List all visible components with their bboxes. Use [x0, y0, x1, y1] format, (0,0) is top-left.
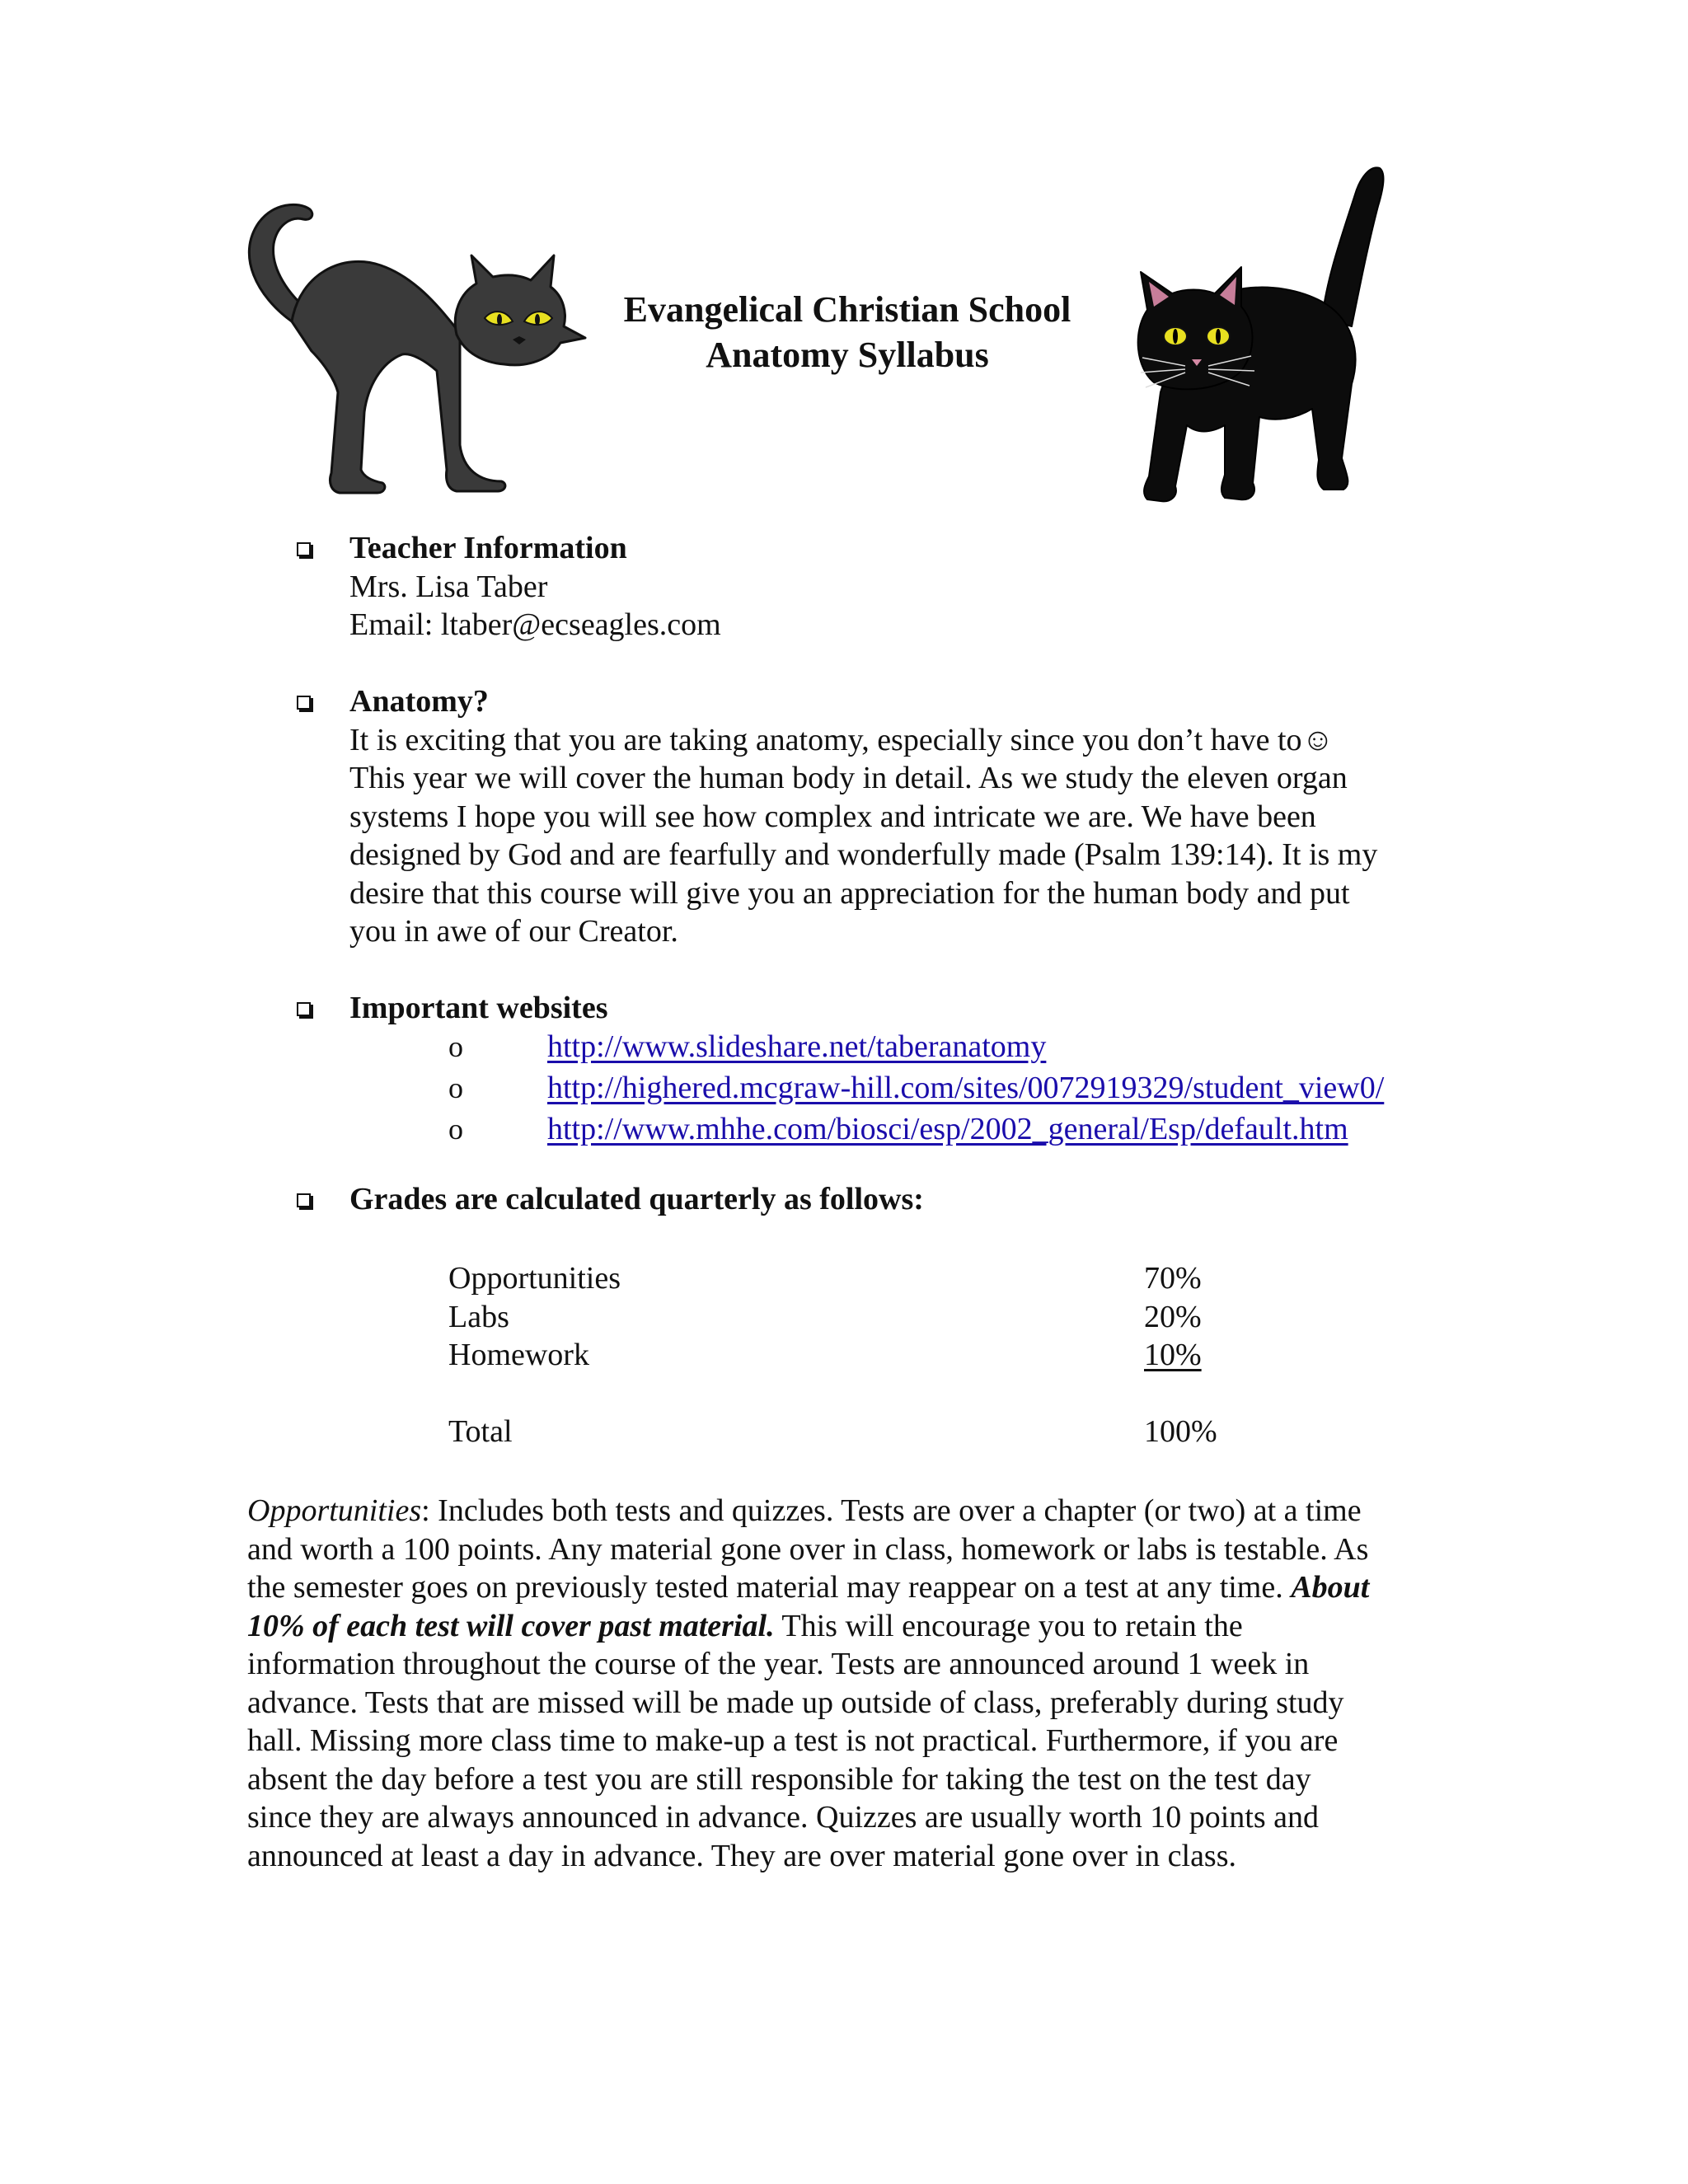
paragraph-line: [247, 1492, 1467, 1530]
section-heading: Important websites: [349, 991, 608, 1025]
list-marker: o: [448, 1029, 463, 1063]
teacher-email: Email: ltaber@ecseagles.com: [349, 607, 721, 642]
section-heading: Anatomy?: [349, 684, 489, 719]
teacher-name: Mrs. Lisa Taber: [349, 569, 548, 604]
total-label: Total: [448, 1414, 513, 1449]
mhhe-link[interactable]: http://www.mhhe.com/biosci/esp/2002_general/Esp/default.htm: [547, 1111, 1348, 1146]
opportunities-term: Opportunities: [247, 1493, 422, 1528]
text-run: : Includes both tests and quizzes. Tests are over a chapter (or two) at a time: [421, 1493, 1362, 1528]
checkbox-bullet-icon: [297, 1002, 311, 1016]
text-run: the semester goes on previously tested material may reappear on a test at any time.: [247, 1570, 1292, 1605]
paragraph-line: It is exciting that you are taking anatomy, especially since you don’t have to☺: [349, 722, 1334, 757]
slideshare-link[interactable]: http://www.slideshare.net/taberanatomy: [547, 1029, 1047, 1064]
course-title: Anatomy Syllabus: [706, 335, 989, 375]
list-marker: o: [448, 1071, 463, 1104]
paragraph-line: designed by God and are fearfully and wonderfully made (Psalm 139:14). It is my: [349, 837, 1378, 872]
checkbox-bullet-icon: [297, 1193, 311, 1207]
paragraph-line: systems I hope you will see how complex and intricate we are. We have been: [349, 799, 1316, 834]
paragraph-line: advance. Tests that are missed will be made up outside of class, preferably during study: [247, 1685, 1344, 1720]
emphasis-text: About: [1291, 1570, 1370, 1605]
paragraph-line: and worth a 100 points. Any material gone over in class, homework or labs is testable. As: [247, 1531, 1369, 1567]
opportunities-paragraph: [247, 1492, 1467, 1875]
grade-category: Opportunities: [448, 1261, 621, 1296]
paragraph-line: you in awe of our Creator.: [349, 914, 678, 949]
paragraph-line: announced at least a day in advance. They are over material gone over in class.: [247, 1838, 1237, 1873]
grade-percent: 70%: [1144, 1261, 1202, 1296]
paragraph-line: desire that this course will give you an appreciation for the human body and put: [349, 875, 1350, 911]
grade-category: Labs: [448, 1299, 509, 1334]
checkbox-bullet-icon: [297, 696, 311, 710]
text-run: This will encourage you to retain the: [774, 1608, 1243, 1643]
right-black-cat-illustration: [1136, 162, 1401, 516]
section-heading: Grades are calculated quarterly as follows:: [349, 1182, 924, 1216]
mcgraw-hill-link[interactable]: http://highered.mcgraw-hill.com/sites/0072919329/student_view0/: [547, 1070, 1385, 1105]
paragraph-line: [247, 1607, 1467, 1646]
emphasis-text: 10% of each test will cover past material.: [247, 1608, 775, 1643]
grade-percent: 20%: [1144, 1299, 1202, 1334]
table-row: [448, 1336, 1223, 1375]
grades-table: [448, 1259, 1223, 1451]
paragraph-line: [247, 1568, 1467, 1607]
list-marker: o: [448, 1112, 463, 1146]
document-title: [593, 287, 1101, 377]
paragraph-line: This year we will cover the human body in detail. As we study the eleven organ: [349, 761, 1348, 795]
paragraph-line: hall. Missing more class time to make-up a test is not practical. Furthermore, if you are: [247, 1723, 1339, 1758]
table-row: [448, 1298, 1223, 1337]
checkbox-bullet-icon: [297, 542, 311, 556]
section-heading: Teacher Information: [349, 531, 627, 565]
grade-percent: 10%: [1144, 1338, 1202, 1372]
paragraph-line: since they are always announced in advance. Quizzes are usually worth 10 points and: [247, 1800, 1319, 1835]
grade-category: Homework: [448, 1338, 589, 1372]
total-percent: 100%: [1144, 1414, 1217, 1449]
total-row: [448, 1413, 1223, 1451]
left-black-cat-illustration: [241, 198, 590, 498]
paragraph-line: information throughout the course of the year. Tests are announced around 1 week in: [247, 1647, 1310, 1681]
paragraph-line: absent the day before a test you are still responsible for taking the test on the test day: [247, 1761, 1311, 1797]
school-name: Evangelical Christian School: [623, 289, 1071, 330]
table-row: [448, 1259, 1223, 1298]
